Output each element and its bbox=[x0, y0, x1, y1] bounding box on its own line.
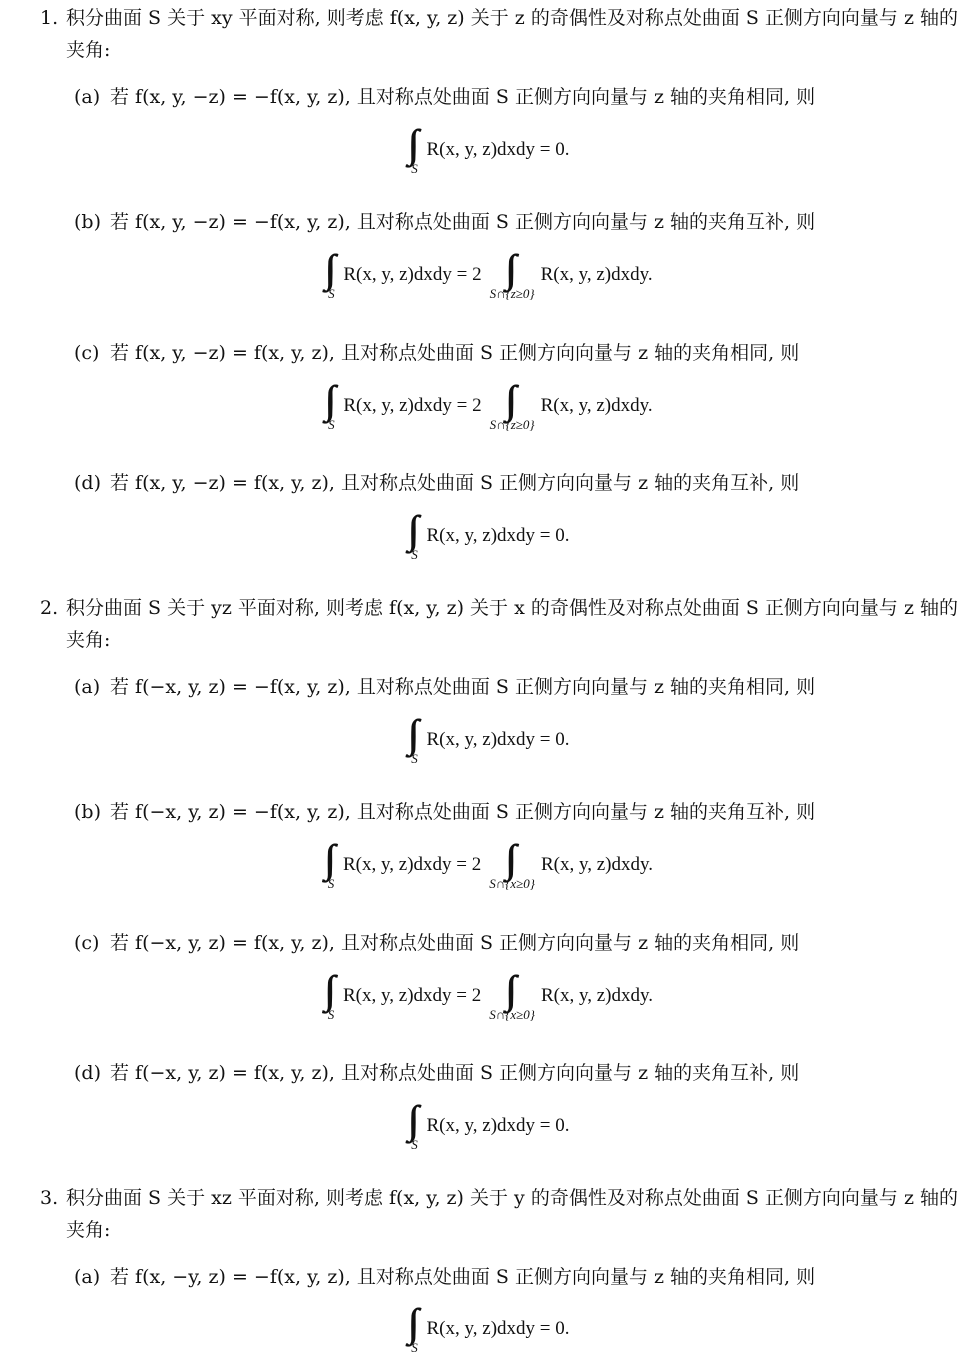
integrand: R(x, y, z)dxdy = 0. bbox=[426, 1318, 570, 1339]
double-integral bbox=[409, 1100, 421, 1152]
case-label: (a) bbox=[74, 676, 101, 698]
integral-domain: S bbox=[411, 751, 418, 766]
case-label: (d) bbox=[74, 1062, 101, 1084]
double-integral bbox=[489, 839, 535, 891]
double-integral bbox=[409, 714, 421, 766]
case-text: 若 f(−x, y, z) = f(x, y, z), 且对称点处曲面 S 正侧方向向量与 z 轴的夹角互补, 则 bbox=[110, 1062, 800, 1084]
integrand-lhs: R(x, y, z)dxdy = 2 bbox=[343, 854, 482, 875]
problem-stem: 积分曲面 S 关于 xz 平面对称, 则考虑 f(x, y, z) 关于 y 的奇偶性及对称点处曲面 S 正侧方向向量与 z 轴的夹角: bbox=[66, 1187, 959, 1241]
integral-symbol bbox=[409, 1303, 421, 1343]
double-integral bbox=[409, 510, 421, 562]
integrand-rhs: R(x, y, z)dxdy. bbox=[540, 395, 653, 416]
case-label: (b) bbox=[74, 801, 101, 823]
integral-domain: S bbox=[328, 286, 335, 301]
case-2c bbox=[74, 929, 960, 957]
case-1b bbox=[74, 208, 960, 236]
problem-number: 2. bbox=[40, 597, 59, 619]
equation-3a bbox=[0, 1311, 978, 1367]
case-text: 若 f(x, −y, z) = −f(x, y, z), 且对称点处曲面 S 正侧方向向量与 z 轴的夹角相同, 则 bbox=[110, 1266, 816, 1288]
integrand-lhs: R(x, y, z)dxdy = 2 bbox=[343, 985, 482, 1006]
equation-2d bbox=[0, 1108, 978, 1164]
integrand: R(x, y, z)dxdy = 0. bbox=[426, 1115, 570, 1136]
double-integral bbox=[325, 839, 337, 891]
integral-symbol bbox=[409, 510, 421, 550]
case-label: (c) bbox=[74, 932, 100, 954]
integrand-rhs: R(x, y, z)dxdy. bbox=[540, 264, 653, 285]
case-text: 若 f(x, y, −z) = f(x, y, z), 且对称点处曲面 S 正侧方向向量与 z 轴的夹角相同, 则 bbox=[110, 342, 800, 364]
equation-1a bbox=[0, 132, 978, 188]
integral-domain: S∩{z≥0} bbox=[489, 286, 535, 301]
case-1a bbox=[74, 83, 960, 111]
integral-symbol bbox=[409, 124, 421, 164]
problem-3 bbox=[40, 1182, 960, 1246]
case-2b bbox=[74, 798, 960, 826]
equation-2a bbox=[0, 722, 978, 778]
equation-2b bbox=[0, 847, 978, 903]
integrand: R(x, y, z)dxdy = 0. bbox=[426, 729, 570, 750]
case-label: (c) bbox=[74, 342, 100, 364]
equation-1c bbox=[0, 388, 978, 444]
case-label: (d) bbox=[74, 472, 101, 494]
integrand-lhs: R(x, y, z)dxdy = 2 bbox=[343, 264, 482, 285]
integral-domain: S∩{z≥0} bbox=[489, 417, 535, 432]
double-integral bbox=[409, 124, 421, 176]
case-3a bbox=[74, 1263, 960, 1291]
problem-1 bbox=[40, 2, 960, 66]
integral-domain: S bbox=[328, 417, 335, 432]
integrand-rhs: R(x, y, z)dxdy. bbox=[540, 985, 653, 1006]
integral-domain: S∩{x≥0} bbox=[489, 876, 535, 891]
integral-symbol bbox=[506, 249, 518, 289]
equation-2c bbox=[0, 978, 978, 1034]
double-integral bbox=[490, 249, 535, 301]
integral-symbol bbox=[325, 839, 337, 879]
double-integral bbox=[325, 249, 337, 301]
case-label: (b) bbox=[74, 211, 101, 233]
integral-symbol bbox=[409, 1100, 421, 1140]
integral-domain: S bbox=[411, 1340, 418, 1355]
integrand-rhs: R(x, y, z)dxdy. bbox=[540, 854, 653, 875]
integral-domain: S bbox=[411, 161, 418, 176]
equation-1b bbox=[0, 257, 978, 313]
integral-symbol bbox=[506, 380, 518, 420]
double-integral bbox=[490, 380, 535, 432]
integral-symbol bbox=[506, 970, 518, 1010]
integrand: R(x, y, z)dxdy = 0. bbox=[426, 525, 570, 546]
case-2a bbox=[74, 673, 960, 701]
case-text: 若 f(x, y, −z) = −f(x, y, z), 且对称点处曲面 S 正侧方向向量与 z 轴的夹角互补, 则 bbox=[110, 211, 816, 233]
case-1c bbox=[74, 339, 960, 367]
double-integral bbox=[489, 970, 535, 1022]
problem-stem: 积分曲面 S 关于 xy 平面对称, 则考虑 f(x, y, z) 关于 z 的奇偶性及对称点处曲面 S 正侧方向向量与 z 轴的夹角: bbox=[66, 7, 959, 61]
integrand-lhs: R(x, y, z)dxdy = 2 bbox=[343, 395, 482, 416]
case-text: 若 f(−x, y, z) = −f(x, y, z), 且对称点处曲面 S 正侧方向向量与 z 轴的夹角互补, 则 bbox=[110, 801, 816, 823]
integral-domain: S bbox=[327, 1007, 335, 1022]
problem-number: 3. bbox=[40, 1187, 59, 1209]
problem-2 bbox=[40, 592, 960, 656]
integral-symbol bbox=[325, 380, 337, 420]
integral-symbol bbox=[506, 839, 518, 879]
case-1d bbox=[74, 469, 960, 497]
integral-symbol bbox=[325, 970, 337, 1010]
case-label: (a) bbox=[74, 86, 101, 108]
double-integral bbox=[325, 970, 337, 1022]
integral-domain: S∩{x≥0} bbox=[489, 1007, 535, 1022]
case-2d bbox=[74, 1059, 960, 1087]
case-text: 若 f(x, y, −z) = −f(x, y, z), 且对称点处曲面 S 正侧方向向量与 z 轴的夹角相同, 则 bbox=[110, 86, 816, 108]
integral-symbol bbox=[409, 714, 421, 754]
case-text: 若 f(−x, y, z) = −f(x, y, z), 且对称点处曲面 S 正侧方向向量与 z 轴的夹角相同, 则 bbox=[110, 676, 816, 698]
case-label: (a) bbox=[74, 1266, 101, 1288]
case-text: 若 f(−x, y, z) = f(x, y, z), 且对称点处曲面 S 正侧方向向量与 z 轴的夹角相同, 则 bbox=[110, 932, 800, 954]
integral-symbol bbox=[325, 249, 337, 289]
problem-stem: 积分曲面 S 关于 yz 平面对称, 则考虑 f(x, y, z) 关于 x 的奇偶性及对称点处曲面 S 正侧方向向量与 z 轴的夹角: bbox=[66, 597, 959, 651]
problem-number: 1. bbox=[40, 7, 59, 29]
equation-1d bbox=[0, 518, 978, 574]
integral-domain: S bbox=[411, 1137, 418, 1152]
double-integral bbox=[409, 1303, 421, 1355]
integral-domain: S bbox=[411, 547, 418, 562]
case-text: 若 f(x, y, −z) = f(x, y, z), 且对称点处曲面 S 正侧方向向量与 z 轴的夹角互补, 则 bbox=[110, 472, 800, 494]
integrand: R(x, y, z)dxdy = 0. bbox=[426, 139, 570, 160]
integral-domain: S bbox=[327, 876, 335, 891]
double-integral bbox=[325, 380, 337, 432]
